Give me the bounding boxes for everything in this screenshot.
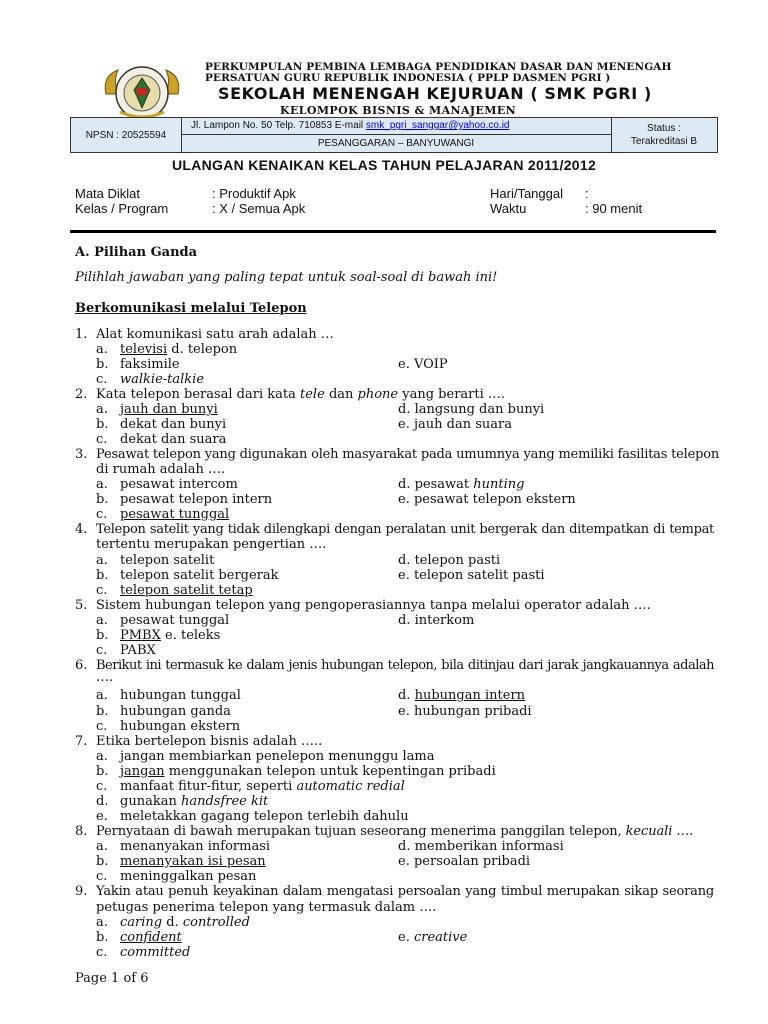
q7-d-letter: d. xyxy=(96,794,109,809)
q5-d-text: d. interkom xyxy=(398,613,475,628)
q9-text-line2: petugas penerima telepon yang termasuk dalam …. xyxy=(96,900,437,915)
q6-e-text: e. hubungan pribadi xyxy=(398,704,532,719)
q1-a-text: televisi xyxy=(120,342,168,357)
q7-b-text: jangan menggunakan telepon untuk kepentingan pribadi xyxy=(120,764,496,779)
q2-number: 2. xyxy=(75,387,88,402)
q2-d-text: d. langsung dan bunyi xyxy=(398,402,545,417)
q7-b-letter: b. xyxy=(96,764,109,779)
q4-c-text: telepon satelit tetap xyxy=(120,583,253,598)
q9-b-letter: b. xyxy=(96,930,109,945)
q8-number: 8. xyxy=(75,824,88,839)
q8-b-text: menanyakan isi pesan xyxy=(120,854,266,869)
q9-c-letter: c. xyxy=(96,945,108,960)
q9-c-text: committed xyxy=(120,945,191,960)
q4-number: 4. xyxy=(75,522,88,537)
org-line-1: PERKUMPULAN PEMBINA LEMBAGA PENDIDIKAN DASAR DAN MENENGAH xyxy=(205,61,672,73)
q7-a-text: jangan membiarkan penelepon menunggu lama xyxy=(120,749,435,764)
q7-text: Etika bertelepon bisnis adalah ….. xyxy=(96,734,323,749)
q8-e-text: e. persoalan pribadi xyxy=(398,854,531,869)
q5-text: Sistem hubungan telepon yang pengoperasiannya tanpa melalui operator adalah …. xyxy=(96,598,651,613)
q2-b-letter: b. xyxy=(96,417,109,432)
q9-e-text: e. creative xyxy=(398,930,468,945)
q6-number: 6. xyxy=(75,658,88,673)
q9-a-text: caring d. controlled xyxy=(120,915,250,930)
q8-a-text: menanyakan informasi xyxy=(120,839,271,854)
q3-text-line2: di rumah adalah …. xyxy=(96,462,226,477)
q6-text-line1: Berikut ini termasuk ke dalam jenis hubungan telepon, bila ditinjau dari jarak jangkauannya adalah xyxy=(96,658,714,673)
q2-c-letter: c. xyxy=(96,432,108,447)
q4-b-letter: b. xyxy=(96,568,109,583)
email-link[interactable]: smk_pgri_sanggar@yahoo.co.id xyxy=(365,120,510,131)
q2-a-letter: a. xyxy=(96,402,108,417)
q3-text-line1: Pesawat telepon yang digunakan oleh masyarakat pada umumnya yang memiliki fasilitas telepon xyxy=(96,447,720,462)
waktu-value: : 90 menit xyxy=(585,201,643,216)
q7-e-text: meletakkan gagang telepon terlebih dahulu xyxy=(120,809,409,824)
q5-b-text: PMBX xyxy=(120,628,161,643)
address xyxy=(181,118,611,135)
waktu-label: Waktu xyxy=(490,201,527,216)
q1-d-text: d. telepon xyxy=(171,342,238,357)
q5-c-text: PABX xyxy=(120,643,156,658)
address-text: Jl. Lampon No. 50 Telp. 710853 E-mail xyxy=(191,120,364,131)
mata-diklat-label: Mata Diklat xyxy=(75,186,141,201)
q1-text: Alat komunikasi satu arah adalah … xyxy=(96,327,334,342)
school-name: SEKOLAH MENENGAH KEJURUAN ( SMK PGRI ) xyxy=(218,84,652,103)
q4-a-text: telepon satelit xyxy=(120,553,215,568)
school-group: KELOMPOK BISNIS & MANAJEMEN xyxy=(280,104,517,117)
hari-label: Hari/Tanggal xyxy=(490,186,563,201)
q7-d-text: gunakan handsfree kit xyxy=(120,794,269,809)
exam-title: ULANGAN KENAIKAN KELAS TAHUN PELAJARAN 2011/2012 xyxy=(171,157,597,173)
q1-number: 1. xyxy=(75,327,88,342)
q4-d-text: d. telepon pasti xyxy=(398,553,501,568)
q3-d-text: d. pesawat hunting xyxy=(398,477,525,492)
kelas-value: : X / Semua Apk xyxy=(212,201,306,216)
q8-text: Pernyataan di bawah merupakan tujuan seseorang menerima panggilan telepon, kecuali …. xyxy=(96,824,694,839)
q2-text: Kata telepon berasal dari kata tele dan phone yang berarti …. xyxy=(96,387,506,402)
q3-e-text: e. pesawat telepon ekstern xyxy=(398,492,576,507)
q3-a-letter: a. xyxy=(96,477,108,492)
mata-diklat-value: : Produktif Apk xyxy=(212,186,296,201)
q8-c-text: meninggalkan pesan xyxy=(120,869,257,884)
section-heading: A. Pilihan Ganda xyxy=(75,245,198,260)
q4-text-line1: Telepon satelit yang tidak dilengkapi dengan peralatan unit bergerak dan ditempatkan di tempat xyxy=(96,522,714,537)
q7-c-letter: c. xyxy=(96,779,108,794)
q2-c-text: dekat dan suara xyxy=(120,432,227,447)
q3-number: 3. xyxy=(75,447,88,462)
q2-e-text: e. jauh dan suara xyxy=(398,417,512,432)
q1-b-text: faksimile xyxy=(120,357,180,372)
q9-a-letter: a. xyxy=(96,915,108,930)
status-cell xyxy=(611,118,717,152)
q4-c-letter: c. xyxy=(96,583,108,598)
q2-b-text: dekat dan bunyi xyxy=(120,417,227,432)
q6-a-letter: a. xyxy=(96,688,108,703)
q7-number: 7. xyxy=(75,734,88,749)
section-instruction: Pilihlah jawaban yang paling tepat untuk soal-soal di bawah ini! xyxy=(75,270,498,285)
topic-heading: Berkomunikasi melalui Telepon xyxy=(75,301,307,316)
q8-c-letter: c. xyxy=(96,869,108,884)
q3-b-letter: b. xyxy=(96,492,109,507)
q9-b-text: confident xyxy=(120,930,182,945)
q4-a-letter: a. xyxy=(96,553,108,568)
q8-b-letter: b. xyxy=(96,854,109,869)
q6-a-text: hubungan tunggal xyxy=(120,688,241,703)
header-divider xyxy=(70,230,716,233)
q1-b-letter: b. xyxy=(96,357,109,372)
q9-text-line1: Yakin atau penuh keyakinan dalam mengatasi persoalan yang timbul merupakan sikap seorang xyxy=(96,884,714,899)
q4-e-text: e. telepon satelit pasti xyxy=(398,568,545,583)
q9-number: 9. xyxy=(75,884,88,899)
npsn: NPSN : 20525594 xyxy=(71,118,182,152)
q5-e-text: e. teleks xyxy=(165,628,221,643)
q3-c-letter: c. xyxy=(96,507,108,522)
q6-b-text: hubungan ganda xyxy=(120,704,231,719)
q3-b-text: pesawat telepon intern xyxy=(120,492,273,507)
q5-a-text: pesawat tunggal xyxy=(120,613,230,628)
q8-d-text: d. memberikan informasi xyxy=(398,839,564,854)
q5-number: 5. xyxy=(75,598,88,613)
q6-b-letter: b. xyxy=(96,704,109,719)
q5-c-letter: c. xyxy=(96,643,108,658)
org-line-2: PERSATUAN GURU REPUBLIK INDONESIA ( PPLP DASMEN PGRI ) xyxy=(205,72,611,84)
address-cell xyxy=(181,118,612,152)
q6-d-text: d. hubungan intern xyxy=(398,688,526,703)
q4-text-line2: tertentu merupakan pengertian …. xyxy=(96,537,327,552)
q8-a-letter: a. xyxy=(96,839,108,854)
q7-e-letter: e. xyxy=(96,809,108,824)
q5-b-letter: b. xyxy=(96,628,109,643)
q2-a-text: jauh dan bunyi xyxy=(120,402,218,417)
q7-c-text: manfaat fitur-fitur, seperti automatic redial xyxy=(120,779,405,794)
status-value: Terakreditasi B xyxy=(630,136,698,147)
q7-a-letter: a. xyxy=(96,749,108,764)
q1-c-text: walkie-talkie xyxy=(120,372,205,387)
q5-a-letter: a. xyxy=(96,613,108,628)
q4-b-text: telepon satelit bergerak xyxy=(120,568,279,583)
page-number: Page 1 of 6 xyxy=(75,971,149,986)
school-crest-icon xyxy=(100,64,184,122)
q3-a-text: pesawat intercom xyxy=(120,477,238,492)
status-label: Status : xyxy=(647,123,681,134)
q1-a-letter: a. xyxy=(96,342,108,357)
q1-e-text: e. VOIP xyxy=(398,357,448,372)
q6-c-text: hubungan ekstern xyxy=(120,719,241,734)
hari-value: : xyxy=(585,186,589,201)
location: PESANGGARAN – BANYUWANGI xyxy=(317,138,475,149)
school-info-box xyxy=(70,117,718,153)
q6-c-letter: c. xyxy=(96,719,108,734)
q6-text-line2: …. xyxy=(96,670,114,685)
q3-c-text: pesawat tunggal xyxy=(120,507,230,522)
q1-c-letter: c. xyxy=(96,372,108,387)
kelas-label: Kelas / Program xyxy=(75,201,169,216)
